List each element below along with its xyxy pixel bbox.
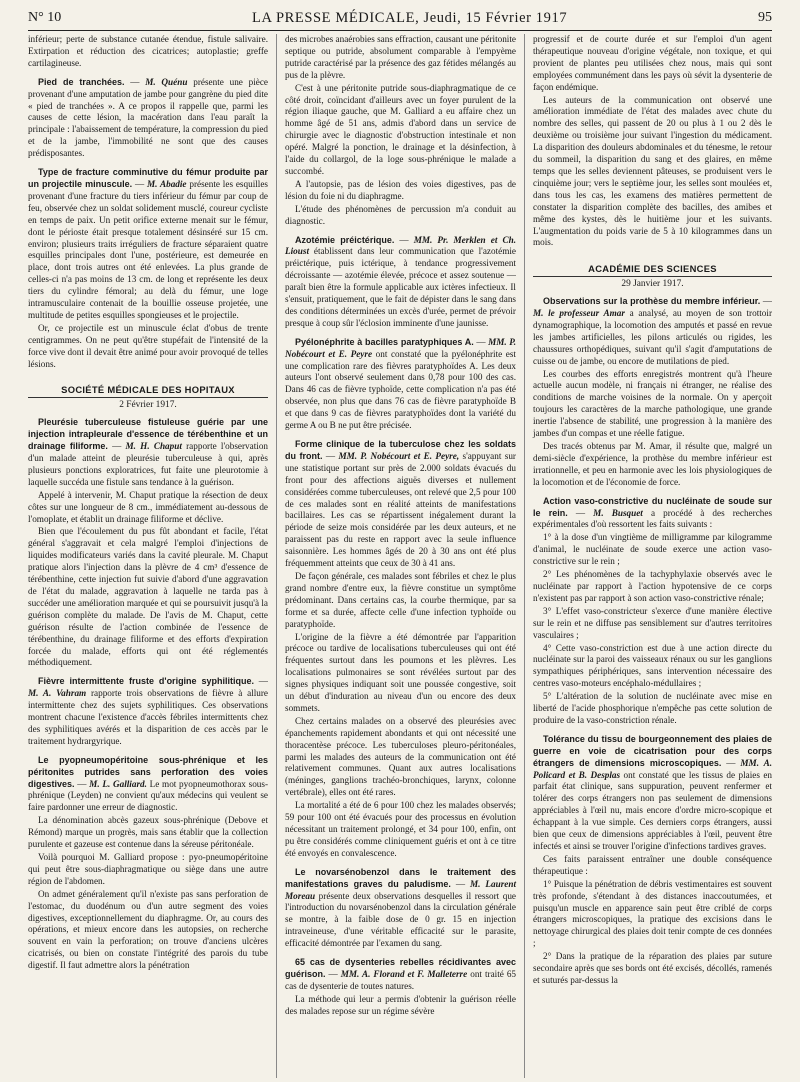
author: MM. A. Florand et F. Malleterre [340,968,468,979]
article-text: ont constaté que les tissus de plaies en parfait état clinique, sans suppuration, peuvent renfermer et tolérer des corps étrangers non pas seulement de dimensions appréciables à l'œil nu, mais encore d'ordre micro-scopique et échappant à la vue simple. Ces derniers corps étrangers, aussi bien que ceux de dimensions appréciables à l'œil, peuvent être infectés et ainsi se trouver l'origine d'infections tardives graves. [533,769,772,851]
column-2 [276,34,524,1078]
article-tolerance-tissu: Tolérance du tissu de bourgeonnement des plaies de guerre en voie de cicatrisation pour des corps étrangers de dimensions microscopiques. — MM. A. Policard et B. Desplas ont constaté que les tissus de plaies en parfait état clinique, sans suppuration, peuvent renfermer et tolérer des corps étrangers non pas seulement de dimensions appréciables à l'œil nu, mais encore d'ordre micro-scopique et échappant à la vue simple. Ces derniers corps étrangers, aussi bien que ceux de dimensions appréciables à l'œil, peuvent être infectés et ainsi se trouver l'origine d'infections tardives graves. [533,733,772,851]
author: MM. A. Policard et B. Desplas [533,757,772,780]
list-item: 2° Dans la pratique de la réparation des plaies par suture secondaire après que ses bords ont été excisés, décollés, ramenés et suturés par-dessus la [533,951,772,985]
list-item: 1° à la dose d'un vingtième de milligramme par kilogramme d'animal, le nucléinate de soude exerce une action vaso-constrictive sur le rein ; [533,532,772,567]
article-pleuresie: Pleurésie tuberculeuse fistuleuse guérie par une injection intrapleurale d'essence de térébenthine et un drainage filiforme. — M. H. Chaput rapporte l'observation d'un malade atteint de pleurésie tuberculeuse à qui, après plusieurs ponctions exploratrices, fut faite une pleurotomie à laquelle succéda une fistule sans tendance à la guérison. [28,417,269,487]
paragraph: L'étude des phénomènes de percussion m'a conduit au diagnostic. [285,203,516,226]
article-title: Fièvre intermittente fruste d'origine syphilitique. [38,676,255,687]
article-tuberculose-front: Forme clinique de la tuberculose chez les soldats du front. — MM. P. Nobécourt et E. Peyre, s'appuyant sur une statistique portant sur près de 2.000 soldats évacués du front pour des affections aiguës diverses et nullement considérées comme tuberculeuses, ont relevé que 2,5 pour 100 de ces malades sont en réalité atteints de manifestations bacillaires. Les cas se répartissent inégalement durant la période de seize mois considérée par les deux auteurs, et ne paraissent pas du reste en rapport avec la seule influence saisonnière. Les hommes âgés de 20 à 30 ans ont été plus fréquemment atteints que ceux de 30 à 41 ans. [285,439,516,569]
author: M. H. Chaput [125,441,182,452]
article-title: Pied de tranchées. [38,76,125,87]
article-text: rapporte l'observation d'un malade atteint de pleurésie tuberculeuse à qui, après plusieurs ponctions exploratrices, fut faite une pleurotomie à laquelle succéda une fistule sans tendance à la guérison. [28,441,269,487]
article-text: s'appuyant sur une statistique portant sur près de 2.000 soldats évacués du front pour des affections aiguës diverses et nullement considérées comme tuberculeuses, ont relevé que 2,5 pour 100 de ces malades sont en réalité atteints de manifestations bacillaires. Les cas se répartissent inégalement durant la période de seize mois considérée par les deux auteurs, et ne paraissent pas du reste en rapport avec la seule influence saisonnière. Les hommes âgés de 20 à 30 ans ont été plus fréquemment atteints que ceux de 30 à 41 ans. [285,450,516,569]
article-text: Le mot pyopneumothorax sous-phrénique (Leyden) ne convient qu'aux médecins qui veulent se faire pardonner une erreur de diagnostic. [28,778,269,813]
section-date: 29 Janvier 1917. [621,279,684,290]
article-title: Tolérance du tissu de bourgeonnement des plaies de guerre en voie de cicatrisation pour des corps étrangers de dimensions microscopiques. [533,733,772,768]
article-novarsenobenzol: Le novarsénobenzol dans le traitement des manifestations graves du paludisme. — M. Laurent Moreau présente deux observations desquelles il ressort que l'introduction du novarsénobenzol dans la circulation générale se montre, à la faible dose de 0 gr. 15 en injection intraveineuse, d'une véritable efficacité sur le parasite, efficacité démontrée par l'examen du sang. [285,866,517,949]
article-title: Type de fracture comminutive du fémur produite par un projectile minuscule. [28,167,268,189]
article-text: a procédé à des recherches expérimentales d'où ressortent les faits suivants : [533,507,772,530]
paragraph: Bien que l'écoulement du pus fût abondant et facile, l'état général s'aggravait et cela malgré l'emploi d'injections de liquides modificateurs variés dans la cavité pleurale. M. Chaput pratique alors l'injection dans la plèvre de 4 cm³ d'essence de térébenthine, cette injection fut suivie d'abord d'une aggravation de l'état du malade, aggravation à laquelle ne tarda pas à succéder une amélioration marquée et qui se poursuivit jusqu'à la guérison complète du malade. De l'avis de M. Chaput, cette guérison résulte de l'action combinée de l'essence de térébenthine, du drainage filiforme et des efforts d'expiration forcée du malade, efforts qui ont été réglementés méthodiquement. [28,526,268,668]
page-header [28,6,772,31]
paragraph: C'est à une péritonite putride sous-diaphragmatique de ce côté droit, coïncidant d'ailleurs avec un foyer purulent de la région iliaque gauche, que M. Galliard a eu affaire chez un homme âgé de 51 ans, admis d'abord dans un service de chirurgie avec le diagnostic d'obstruction intestinale et non opéré. Malgré la ponction, le drainage et la désinfection, à l'aide du collargol, de la loge sous-phrénique le malade a succombé. [285,82,516,176]
paragraph: Voilà pourquoi M. Galliard propose : pyo-pneumopéritoine qui peut être sous-diaphragmatique ou siège dans une autre région de l'abdomen. [28,852,268,886]
author: MM. P. Nobécourt et E. Peyre [285,336,517,359]
issue-number: N° 10 [28,10,62,25]
paragraph: L'origine de la fièvre a été démontrée par l'apparition précoce ou tardive de localisations tuberculeuses qui ont été fréquentes surtout dans les poumons et les plèvres. Les localisations pulmonaires se sont révélées surtout par des signes physiques indiquant soit une poussée congestive, soit un début d'induration au niveau d'un ou encore des deux sommets. [285,631,516,713]
article-title: Pleurésie tuberculeuse fistuleuse guérie par une injection intrapleurale d'essence de térébenthine et un drainage filiforme. [28,417,268,452]
article-columns [28,34,772,1078]
paragraph: progressif et de courte durée et sur l'emploi d'un agent thérapeutique nouveau d'origine végétale, non toxique, et qui provient de plantes peu utilisées chez nous, mais qui sont employées communément dans les pays où sévit la dysenterie de façon endémique. [533,34,772,92]
article-title: Pyélonéphrite à bacilles paratyphiques A. [295,336,474,347]
article-pied-de-tranchees: Pied de tranchées. — M. Quénu présente une pièce provenant d'une amputation de jambe pour gangrène du pied dite « pied de tranchées ». A ce propos il rappelle que, parmi les causes de cette lésion, la macération dans l'eau paraît la principale : l'abaissement de température, la compression du pied et de la jambe, l'immobilité ne sont que des causes prédisposantes. [28,76,269,159]
article-prothese: Observations sur la prothèse du membre inférieur. — M. le professeur Amar a analysé, au moyen de son trottoir dynamographique, la locomotion des amputés et passé en revue les jambes artificielles, les pilons articulés ou rigides, les chaussures orthopédiques, suivant qu'il s'agit d'amputations de cuisse ou de jambe, ou encore de mutilations de pied. [533,296,772,366]
paragraph: Appelé à intervenir, M. Chaput pratique la résection de deux côtes sur une longueur de 8 cm., immédiatement au-dessous de l'omoplate, et établit un drainage filiforme et déclive. [28,489,268,524]
section-heading: ACADÉMIE DES SCIENCES [533,263,772,277]
article-title: Forme clinique de la tuberculose chez les soldats du front. [285,439,516,461]
paragraph: On admet généralement qu'il n'existe pas sans perforation de l'estomac, du duodénum ou d'un autre segment des voies digestives, exceptionnellement du diaphragme. Or, au cours des opérations, et mieux encore dans les autopsies, on recherche souvent en vain la perforation; on trouve d'anciens ulcères cicatrisés, ou bien on constate l'intégrité des parois du tube digestif. Il faut admettre alors la pénétration [28,888,268,971]
paragraph: Les courbes des efforts enregistrés montrent qu'à l'heure actuelle aucun modèle, ni français ni étranger, ne réalise des conditions de marche voisines de la normale. On y aperçoit toujours les caractères de la marche pathologique, une grande inertie l'absence de stabilité, une progression à la manière des jambes d'un compas et une réelle fatigue. [533,368,772,439]
journal-title: LA PRESSE MÉDICALE, Jeudi, 15 Février 1917 [252,9,568,26]
paragraph: La méthode qui leur a permis d'obtenir la guérison réelle des malades repose sur un régime sévère [285,993,516,1016]
article-nucleinate: Action vaso-constrictive du nucléinate de soude sur le rein. — M. Busquet a procédé à des recherches expérimentales d'où ressortent les faits suivants : [533,495,772,530]
paragraph: Or, ce projectile est un minuscule éclat d'obus de trente centigrammes. On ne peut qu'être stupéfait de l'intensité de la force vive dont il devait être animé pour avoir provoqué de telles lésions. [28,322,268,369]
article-title: Azotémie préictérique. [295,234,395,245]
article-text: établissent dans leur communication que l'azotémie préictérique, puis ictérique, à tendance progressivement décroissante — azotémie élevée, précoce et assez soutenue — paraît bien être la formule applicable aux ictères infectieux. Il s'ensuit, pratiquement, que le fait de dépister dans le sang dans des conditions déterminées un excès d'urée, permet de prévoir presque à coup sûr l'éclosion imminente d'une jaunisse. [285,246,516,328]
paragraph: Ces faits paraissent entraîner une double conséquence thérapeutique : [533,853,772,876]
list-item: 3° L'effet vaso-constricteur s'exerce d'une manière élective sur le rein et ne diffuse pas sensiblement sur d'autres territoires vasculaires ; [533,605,772,640]
paragraph: De façon générale, ces malades sont fébriles et chez le plus grand nombre d'entre eux, la fièvre constitue un symptôme prédominant. Dans certains cas, la courbe thermique, par sa forme et sa durée, affecte celle d'une infection typhoïde ou paratyphoïde. [285,570,516,629]
column-1 [28,34,276,1078]
list-item: 2° Les phénomènes de la tachyphylaxie observés avec le nucléinate par rapport à l'action hypotensive de ce corps n'existent pas par rapport à son action vaso-constrictive rénale; [533,569,772,603]
article-text: présente une pièce provenant d'une amputation de jambe pour gangrène du pied dite « pied de tranchées ». A ce propos il rappelle que, parmi les causes de cette lésion, la macération dans l'eau paraît la principale : l'abaissement de température, la compression du pied et de la jambe, l'immobilité ne sont que des causes prédisposantes. [28,76,269,159]
article-text: rapporte trois observations de fièvre à allure intermittente chez des sujets syphilitiques. Ces observations montrent chacune l'existence d'accès fébriles intermittents chez des syphilitiques avérés et la disparition de ces accès par le traitement hydrargyrique. [28,688,268,746]
article-fracture-femur: Type de fracture comminutive du fémur produite par un projectile minuscule. — M. Abadie présente les esquilles provenant d'une fracture du tiers inférieur du fémur par coup de feu, observée chez un soldat solidement musclé, coureur cycliste en temps de paix. Un petit orifice externe menait sur le fémur, dont le périoste était presque totalement désinséré sur 15 cm. environ; plusieurs traits irréguliers de fracture séparaient quatre esquilles principales dont l'une, postérieure, est demeurée en place, dont trois autres ont été enlevées. La plus grande de celles-ci n'a pas moins de 13 cm. de long et représente les deux tiers du cylindre fémoral; au delà du fémur, une loge intramusculaire contenait de la bouillie osseuse projetée, une multitude de petites esquilles spongieuses et le projectile. [28,167,269,320]
author: M. Laurent Moreau [285,878,517,901]
article-text: a analysé, au moyen de son trottoir dynamographique, la locomotion des amputés et passé en revue les jambes artificielles, les pilons articulés ou rigides, les chaussures orthopédiques, suivant qu'il s'agit d'amputations de cuisse ou de jambe, ou encore de mutilations de pied. [533,308,772,366]
list-item: 4° Cette vaso-constriction est due à une action directe du nucléinate sur la paroi des vaisseaux rénaux ou sur les ganglions sympathiques périphériques, sans intervention nécessaire des centres vaso-moteurs encéphalo-médullaires ; [533,642,772,689]
author: M. Busquet [593,507,643,518]
article-text: ont traité 65 cas de dysenterie de toutes natures. [285,968,517,991]
article-text: présente les esquilles provenant d'une fracture du tiers inférieur du fémur par coup de feu, observée chez un soldat solidement musclé, coureur cycliste en temps de paix. Un petit orifice externe menait sur le fémur, dont le périoste était presque totalement désinséré sur 15 cm. environ; plusieurs traits irréguliers de fracture séparaient quatre esquilles principales dont l'une, postérieure, est demeurée en place, dont trois autres ont été enlevées. La plus grande de celles-ci n'a pas moins de 13 cm. de long et représente les deux tiers du cylindre fémoral; au delà du fémur, une loge intramusculaire contenait de la bouillie osseuse projetée, une multitude de petites esquilles spongieuses et le projectile. [28,178,269,320]
paragraph: inférieur; perte de substance cutanée étendue, fistule salivaire. Extirpation et réduction des cicatrices; autoplastie; greffe cartilagineuse. [28,34,268,68]
author: M. Quénu [145,76,188,87]
article-text: présente deux observations desquelles il ressort que l'introduction du novarsénobenzol dans la circulation générale se montre, à la faible dose de 0 gr. 15 en injection intraveineuse, d'une véritable efficacité sur le parasite, efficacité démontrée par l'examen du sang. [285,890,516,949]
paragraph: des microbes anaérobies sans effraction, causant une péritonite septique ou putride, absolument comparable à l'empyème putride caractérisé par la présence des gaz fétides mélangés au pus de la plèvre. [285,34,516,80]
paragraph: A l'autopsie, pas de lésion des voies digestives, pas de lésion du foie ni du diaphragme. [285,178,516,201]
article-dysenteries: 65 cas de dysenteries rebelles récidivantes avec guérison. — MM. A. Florand et F. Malleterre ont traité 65 cas de dysenterie de toutes natures. [285,957,517,991]
article-pyopneumoperitoine: Le pyopneumopéritoine sous-phrénique et les péritonites putrides sans perforation des voies digestives. — M. L. Galliard. Le mot pyopneumothorax sous-phrénique (Leyden) ne convient qu'aux médecins qui veulent se faire pardonner une erreur de diagnostic. [28,754,269,813]
author: M. A. Vahram [28,688,87,699]
article-title: Action vaso-constrictive du nucléinate de soude sur le rein. [533,495,772,518]
article-title: Le novarsénobenzol dans le traitement des manifestations graves du paludisme. [285,866,516,889]
article-text: ont constaté que la pyélonéphrite est une complication rare des fièvres paratyphoïdes A. Les deux auteurs l'ont observé seulement dans 0,78 pour 100 des cas. Dans 46 cas de fièvre typhoïde, cette complication n'a pas été observée, non plus que dans 76 cas de fièvre paratyphoïde B et que dans 9 cas de fièvres paratyphoïdes dont la variété du germe A ou B ne put être précisée. [285,348,516,431]
article-title: 65 cas de dysenteries rebelles récidivantes avec guérison. [285,957,516,979]
section-heading: SOCIÉTÉ MÉDICALE DES HOPITAUX [28,384,268,398]
author: M. Abadie [147,178,187,189]
article-title: Observations sur la prothèse du membre inférieur. [543,296,761,307]
paragraph: Chez certains malades on a observé des pleurésies avec épanchements rapidement abondants et qui ont nécessité une thoracentèse précoce. Les tuberculoses pleuro-péritonéales, parmi les malades des auteurs de la communication ont été relativement communes. Quant aux autres localisations (méninges, ganglions trachéo-bronchiques, larynx, colonne vertébrale), elles ont été rares. [285,715,516,798]
paragraph: Les auteurs de la communication ont observé une amélioration immédiate de l'état des malades avec chute du nombre des selles, qui passent de 20 ou plus à 1 ou 2 dès le deuxième ou troisième jour suivant l'ingestion du médicament. La disparition des douleurs abdominales et du ténesme, le retour du sommeil, la disparition du sang et des glaires, en même temps que les selles deviennent pâteuses, se produisent vers le cinquième jour; vers le septième jour, les selles sont moulées et, dans tous les cas, les examens des matières permettent de constater la disparition complète des bacilles, des amibes et même des kystes, dès le huitième jour et les suivants. L'augmentation du poids varie de 5 à 10 kilogrammes dans un mois. [533,94,772,248]
author: MM. P. Nobécourt et E. Peyre, [338,450,460,461]
column-3 [524,34,772,1078]
section-date: 2 Février 1917. [119,400,177,411]
article-fievre-syphilitique: Fièvre intermittente fruste d'origine syphilitique. — M. A. Vahram rapporte trois observations de fièvre à allure intermittente chez des sujets syphilitiques. Ces observations montrent chacune l'existence d'accès fébriles intermittents chez des syphilitiques avérés et la disparition de ces accès par le traitement hydrargyrique. [28,676,268,746]
page-number: 95 [757,10,772,25]
list-item: 5° L'altération de la solution de nucléinate avec mise en liberté de l'acide phosphorique n'empêche pas cette solution de produire de la vaso-constriction rénale. [533,691,772,725]
article-pyelonephrite: Pyélonéphrite à bacilles paratyphiques A. — MM. P. Nobécourt et E. Peyre ont constaté que la pyélonéphrite est une complication rare des fièvres paratyphoïdes A. Les deux auteurs l'ont observé seulement dans 0,78 pour 100 des cas. Dans 46 cas de fièvre typhoïde, cette complication n'a pas été observée, non plus que dans 76 cas de fièvre paratyphoïde B et que dans 9 cas de fièvres paratyphoïdes dont la variété du germe A ou B ne put être précisée. [285,336,517,431]
list-item: 1° Puisque la pénétration de débris vestimentaires est souvent très profonde, s'étendant à des distances inaccoutumées, et puisqu'un muscle en apparence sain peut être criblé de corps étrangers microscopiques, la pratique des excisions dans le nettoyage chirurgical des plaies doit tenir compte de ces données ; [533,878,772,949]
author: M. le professeur Amar [533,308,625,319]
paragraph: La mortalité a été de 6 pour 100 chez les malades observés; 59 pour 100 ont été évacués pour des processus en évolution nécessitant un traitement prolongé, et 34 pour 100, enfin, ont pu être considérés comme cliniquement guéris et ont à ce titre été envoyés en convalescence. [285,800,516,858]
paragraph: La dénomination abcès gazeux sous-phrénique (Debove et Rémond) marque un progrès, mais sans établir que la collection purulente et gazeuse est contenue dans la séreuse péritonéale. [28,815,268,850]
article-title: Le pyopneumopéritoine sous-phrénique et les péritonites putrides sans perforation des voies digestives. [28,754,268,789]
article-azotemie: Azotémie préictérique. — MM. Pr. Merklen et Ch. Lioust établissent dans leur communication que l'azotémie préictérique, puis ictérique, à tendance progressivement décroissante — azotémie élevée, précoce et assez soutenue — paraît bien être la formule applicable aux ictères infectieux. Il s'ensuit, pratiquement, que le fait de dépister dans le sang dans des conditions déterminées un excès d'urée, permet de prévoir presque à coup sûr l'éclosion imminente d'une jaunisse. [285,234,517,328]
paragraph: Des tracés obtenus par M. Amar, il résulte que, malgré un demi-siècle d'expérience, la prothèse du membre inférieur est irrationnelle, et peu en harmonie avec les lois physiologiques de la locomotion et de l'économie de force. [533,441,772,487]
author: M. L. Galliard. [89,778,147,789]
author: MM. Pr. Merklen et Ch. Lioust [285,234,517,257]
